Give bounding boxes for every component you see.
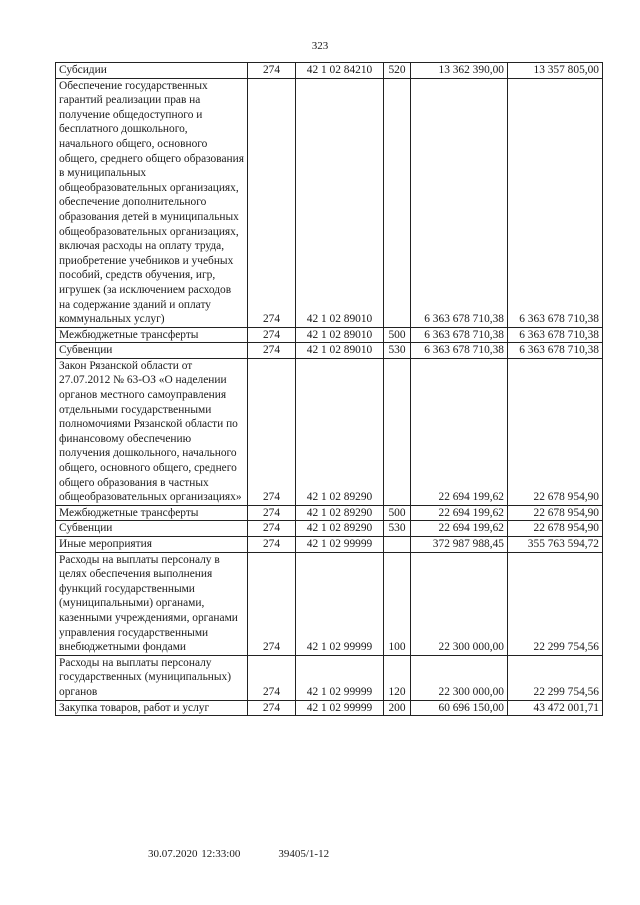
row-sum-2020-cell: 13 362 390,00: [411, 63, 508, 79]
row-name-cell: Расходы на выплаты персоналу государственных (муниципальных) органов: [56, 655, 248, 700]
row-grbs-cell: 274: [248, 537, 296, 553]
row-csr-cell: 42 1 02 99999: [296, 700, 384, 716]
row-grbs-cell: 274: [248, 78, 296, 327]
table-row: [56, 327, 603, 343]
row-name-cell: Закон Рязанской области от 27.07.2012 № 63-ОЗ «О наделении органов местного самоуправления отдельными государственными полномочиями Рязанской области по финансовому обеспечению получения дошкольного, начального общего, основного общего, среднего общего образования в частных общеобразовательных организациях»: [56, 358, 248, 505]
row-sum-2020-cell: 372 987 988,45: [411, 537, 508, 553]
table-row: [56, 78, 603, 327]
row-vr-cell: 200: [384, 700, 411, 716]
page-number: 323: [311, 40, 329, 52]
row-csr-cell: 42 1 02 84210: [296, 63, 384, 79]
row-vr-cell: [384, 78, 411, 327]
table-row: [56, 343, 603, 359]
row-name-cell: Закупка товаров, работ и услуг: [56, 700, 248, 716]
row-sum-executed-cell: 22 678 954,90: [508, 521, 603, 537]
row-sum-2020-cell: 22 694 199,62: [411, 505, 508, 521]
row-sum-2020-cell: 22 300 000,00: [411, 552, 508, 655]
budget-table-body: [56, 63, 603, 716]
row-csr-cell: 42 1 02 99999: [296, 537, 384, 553]
row-csr-cell: 42 1 02 99999: [296, 552, 384, 655]
row-grbs-cell: 274: [248, 343, 296, 359]
row-sum-executed-cell: 22 299 754,56: [508, 655, 603, 700]
row-name-cell: Субвенции: [56, 343, 248, 359]
row-vr-cell: 120: [384, 655, 411, 700]
row-sum-executed-cell: 22 299 754,56: [508, 552, 603, 655]
row-vr-cell: 500: [384, 505, 411, 521]
footer-timestamp: 30.07.2020 12:33:00: [148, 848, 241, 860]
row-name-cell: Обеспечение государственных гарантий реализации прав на получение общедоступного и бесплатного дошкольного, начального общего, основного общего, среднего общего образования в муниципальных общеобразовательных организациях, обеспечение дополнительного образования детей в муниципальных общеобразовательных организациях, включая расходы на оплату труда, приобретение учебников и учебных пособий, средств обучения, игр, игрушек (за исключением расходов на содержание зданий и оплату коммунальных услуг): [56, 78, 248, 327]
row-csr-cell: 42 1 02 89010: [296, 327, 384, 343]
table-row: [56, 358, 603, 505]
row-name-cell: Межбюджетные трансферты: [56, 327, 248, 343]
row-name-cell: Субвенции: [56, 521, 248, 537]
row-sum-executed-cell: 355 763 594,72: [508, 537, 603, 553]
footer-document-id: 39405/1-12: [278, 848, 330, 860]
row-name-cell: Расходы на выплаты персоналу в целях обеспечения выполнения функций государственными (муниципальными) органами, казенными учреждениями, органами управления государственными внебюджетными фондами: [56, 552, 248, 655]
table-row: [56, 655, 603, 700]
row-name-cell: Субсидии: [56, 63, 248, 79]
row-csr-cell: 42 1 02 89010: [296, 343, 384, 359]
table-row: [56, 521, 603, 537]
row-grbs-cell: 274: [248, 552, 296, 655]
row-sum-executed-cell: 6 363 678 710,38: [508, 327, 603, 343]
row-sum-executed-cell: 13 357 805,00: [508, 63, 603, 79]
row-grbs-cell: 274: [248, 655, 296, 700]
row-sum-2020-cell: 6 363 678 710,38: [411, 343, 508, 359]
row-sum-executed-cell: 6 363 678 710,38: [508, 343, 603, 359]
row-name-cell: Иные мероприятия: [56, 537, 248, 553]
row-sum-2020-cell: 6 363 678 710,38: [411, 327, 508, 343]
row-csr-cell: 42 1 02 89290: [296, 505, 384, 521]
row-sum-2020-cell: 6 363 678 710,38: [411, 78, 508, 327]
row-sum-executed-cell: 22 678 954,90: [508, 505, 603, 521]
row-vr-cell: [384, 358, 411, 505]
table-row: [56, 552, 603, 655]
row-csr-cell: 42 1 02 89290: [296, 358, 384, 505]
row-name-cell: Межбюджетные трансферты: [56, 505, 248, 521]
row-grbs-cell: 274: [248, 505, 296, 521]
row-grbs-cell: 274: [248, 521, 296, 537]
table-row: [56, 505, 603, 521]
row-sum-2020-cell: 22 694 199,62: [411, 521, 508, 537]
row-sum-executed-cell: 43 472 001,71: [508, 700, 603, 716]
budget-table: [55, 62, 603, 716]
row-vr-cell: 520: [384, 63, 411, 79]
row-sum-executed-cell: 6 363 678 710,38: [508, 78, 603, 327]
table-row: [56, 700, 603, 716]
table-row: [56, 63, 603, 79]
row-grbs-cell: 274: [248, 327, 296, 343]
row-csr-cell: 42 1 02 99999: [296, 655, 384, 700]
row-vr-cell: 100: [384, 552, 411, 655]
page-footer: [148, 848, 367, 860]
row-grbs-cell: 274: [248, 700, 296, 716]
table-row: [56, 537, 603, 553]
row-grbs-cell: 274: [248, 358, 296, 505]
row-sum-executed-cell: 22 678 954,90: [508, 358, 603, 505]
row-sum-2020-cell: 22 300 000,00: [411, 655, 508, 700]
row-csr-cell: 42 1 02 89010: [296, 78, 384, 327]
row-grbs-cell: 274: [248, 63, 296, 79]
row-vr-cell: 530: [384, 521, 411, 537]
row-csr-cell: 42 1 02 89290: [296, 521, 384, 537]
row-vr-cell: 500: [384, 327, 411, 343]
row-sum-2020-cell: 22 694 199,62: [411, 358, 508, 505]
row-vr-cell: [384, 537, 411, 553]
row-vr-cell: 530: [384, 343, 411, 359]
row-sum-2020-cell: 60 696 150,00: [411, 700, 508, 716]
